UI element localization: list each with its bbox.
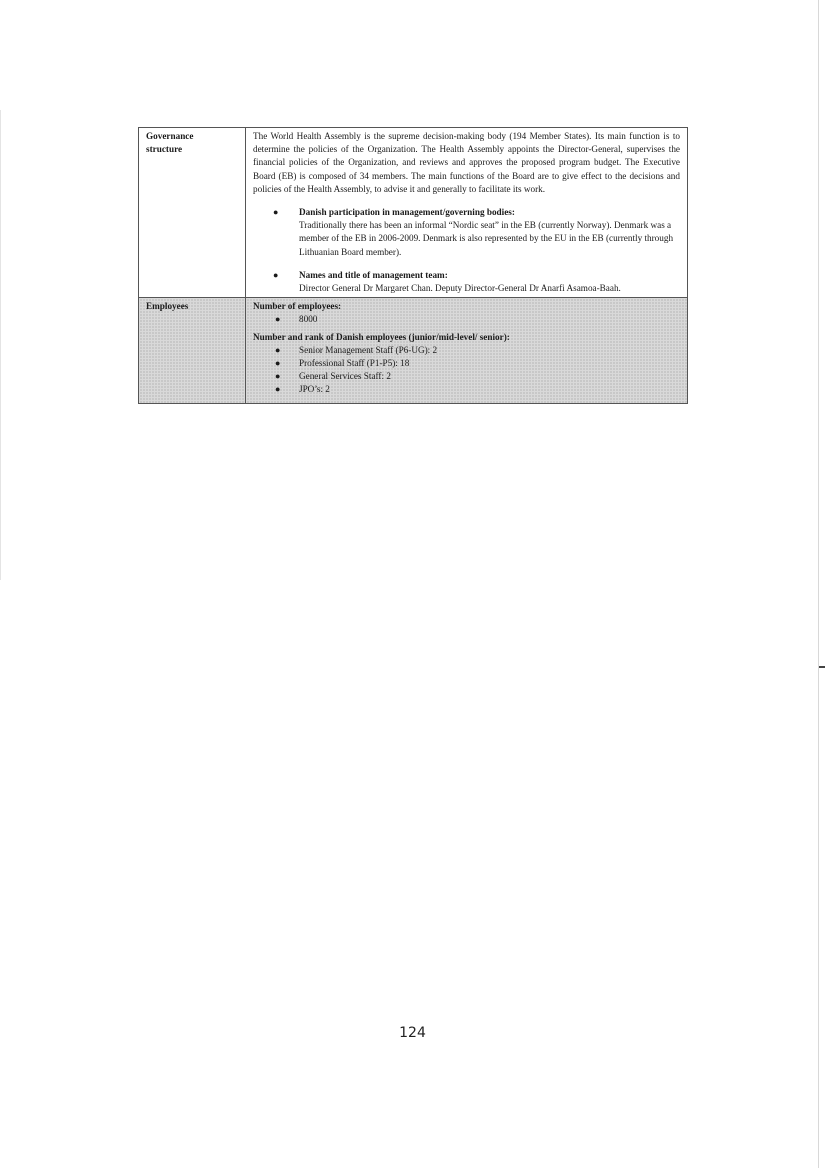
management-team-heading: Names and title of management team: bbox=[299, 269, 448, 280]
danish-employees-list bbox=[253, 344, 680, 397]
organization-profile-table bbox=[138, 127, 688, 404]
employees-label: Employees bbox=[146, 301, 189, 312]
scan-edge-left bbox=[0, 110, 1, 580]
employees-label-cell bbox=[139, 298, 246, 403]
bullet-icon: ● bbox=[275, 384, 281, 395]
scan-edge-mark bbox=[819, 666, 825, 668]
bullet-icon: ● bbox=[273, 269, 279, 280]
scan-edge-right bbox=[818, 0, 819, 1168]
governance-content-cell bbox=[246, 128, 688, 298]
management-team-text: Director General Dr Margaret Chan. Deputy Director-General Dr Anarfi Asamoa-Baah. bbox=[299, 283, 621, 294]
list-item bbox=[253, 344, 680, 357]
senior-management-staff: Senior Management Staff (P6-UG): 2 bbox=[299, 344, 438, 355]
employee-count-value: 8000 bbox=[299, 314, 318, 325]
bullet-icon: ● bbox=[275, 371, 281, 382]
bullet-icon: ● bbox=[275, 344, 281, 355]
employees-content-cell bbox=[246, 298, 688, 403]
list-item bbox=[253, 370, 680, 383]
danish-participation-text: Traditionally there has been an informal “Nordic seat” in the EB (currently Norway). Denmark was a member of the EB in 2006-2009. Denmark is also represented by the EU in the EB (currently through Lithuanian Board member). bbox=[299, 220, 674, 257]
governance-label: Governance structure bbox=[146, 131, 194, 155]
list-item bbox=[253, 383, 680, 396]
bullet-icon: ● bbox=[273, 207, 279, 218]
list-item bbox=[253, 206, 680, 259]
list-item bbox=[253, 357, 680, 370]
governance-intro: The World Health Assembly is the supreme decision-making body (194 Member States). Its main function is to determine the policies of the Organization. The Health Assembly appoints the Director-General, supervises the financial policies of the Organization, and reviews and approves the proposed program budget. The Executive Board (EB) is composed of 34 members. The main functions of the Board are to give effect to the decisions and policies of the Health Assembly, to advise it and generally to facilitate its work. bbox=[253, 131, 680, 194]
list-item bbox=[253, 269, 680, 295]
general-services-staff: General Services Staff: 2 bbox=[299, 371, 391, 382]
danish-participation-heading: Danish participation in management/governing bodies: bbox=[299, 207, 515, 218]
employees-row bbox=[139, 298, 688, 403]
bullet-icon: ● bbox=[275, 314, 281, 325]
page-number: 124 bbox=[399, 1025, 426, 1041]
governance-label-cell bbox=[139, 128, 246, 298]
jpo-staff: JPO’s: 2 bbox=[299, 384, 330, 395]
professional-staff: Professional Staff (P1-P5): 18 bbox=[299, 358, 410, 369]
employee-count-heading: Number of employees: bbox=[253, 301, 342, 312]
employee-count-list bbox=[253, 313, 680, 326]
bullet-icon: ● bbox=[275, 358, 281, 369]
governance-row bbox=[139, 128, 688, 298]
list-item bbox=[253, 313, 680, 326]
danish-employees-heading: Number and rank of Danish employees (junior/mid-level/ senior): bbox=[253, 331, 510, 342]
governance-list bbox=[253, 206, 680, 295]
